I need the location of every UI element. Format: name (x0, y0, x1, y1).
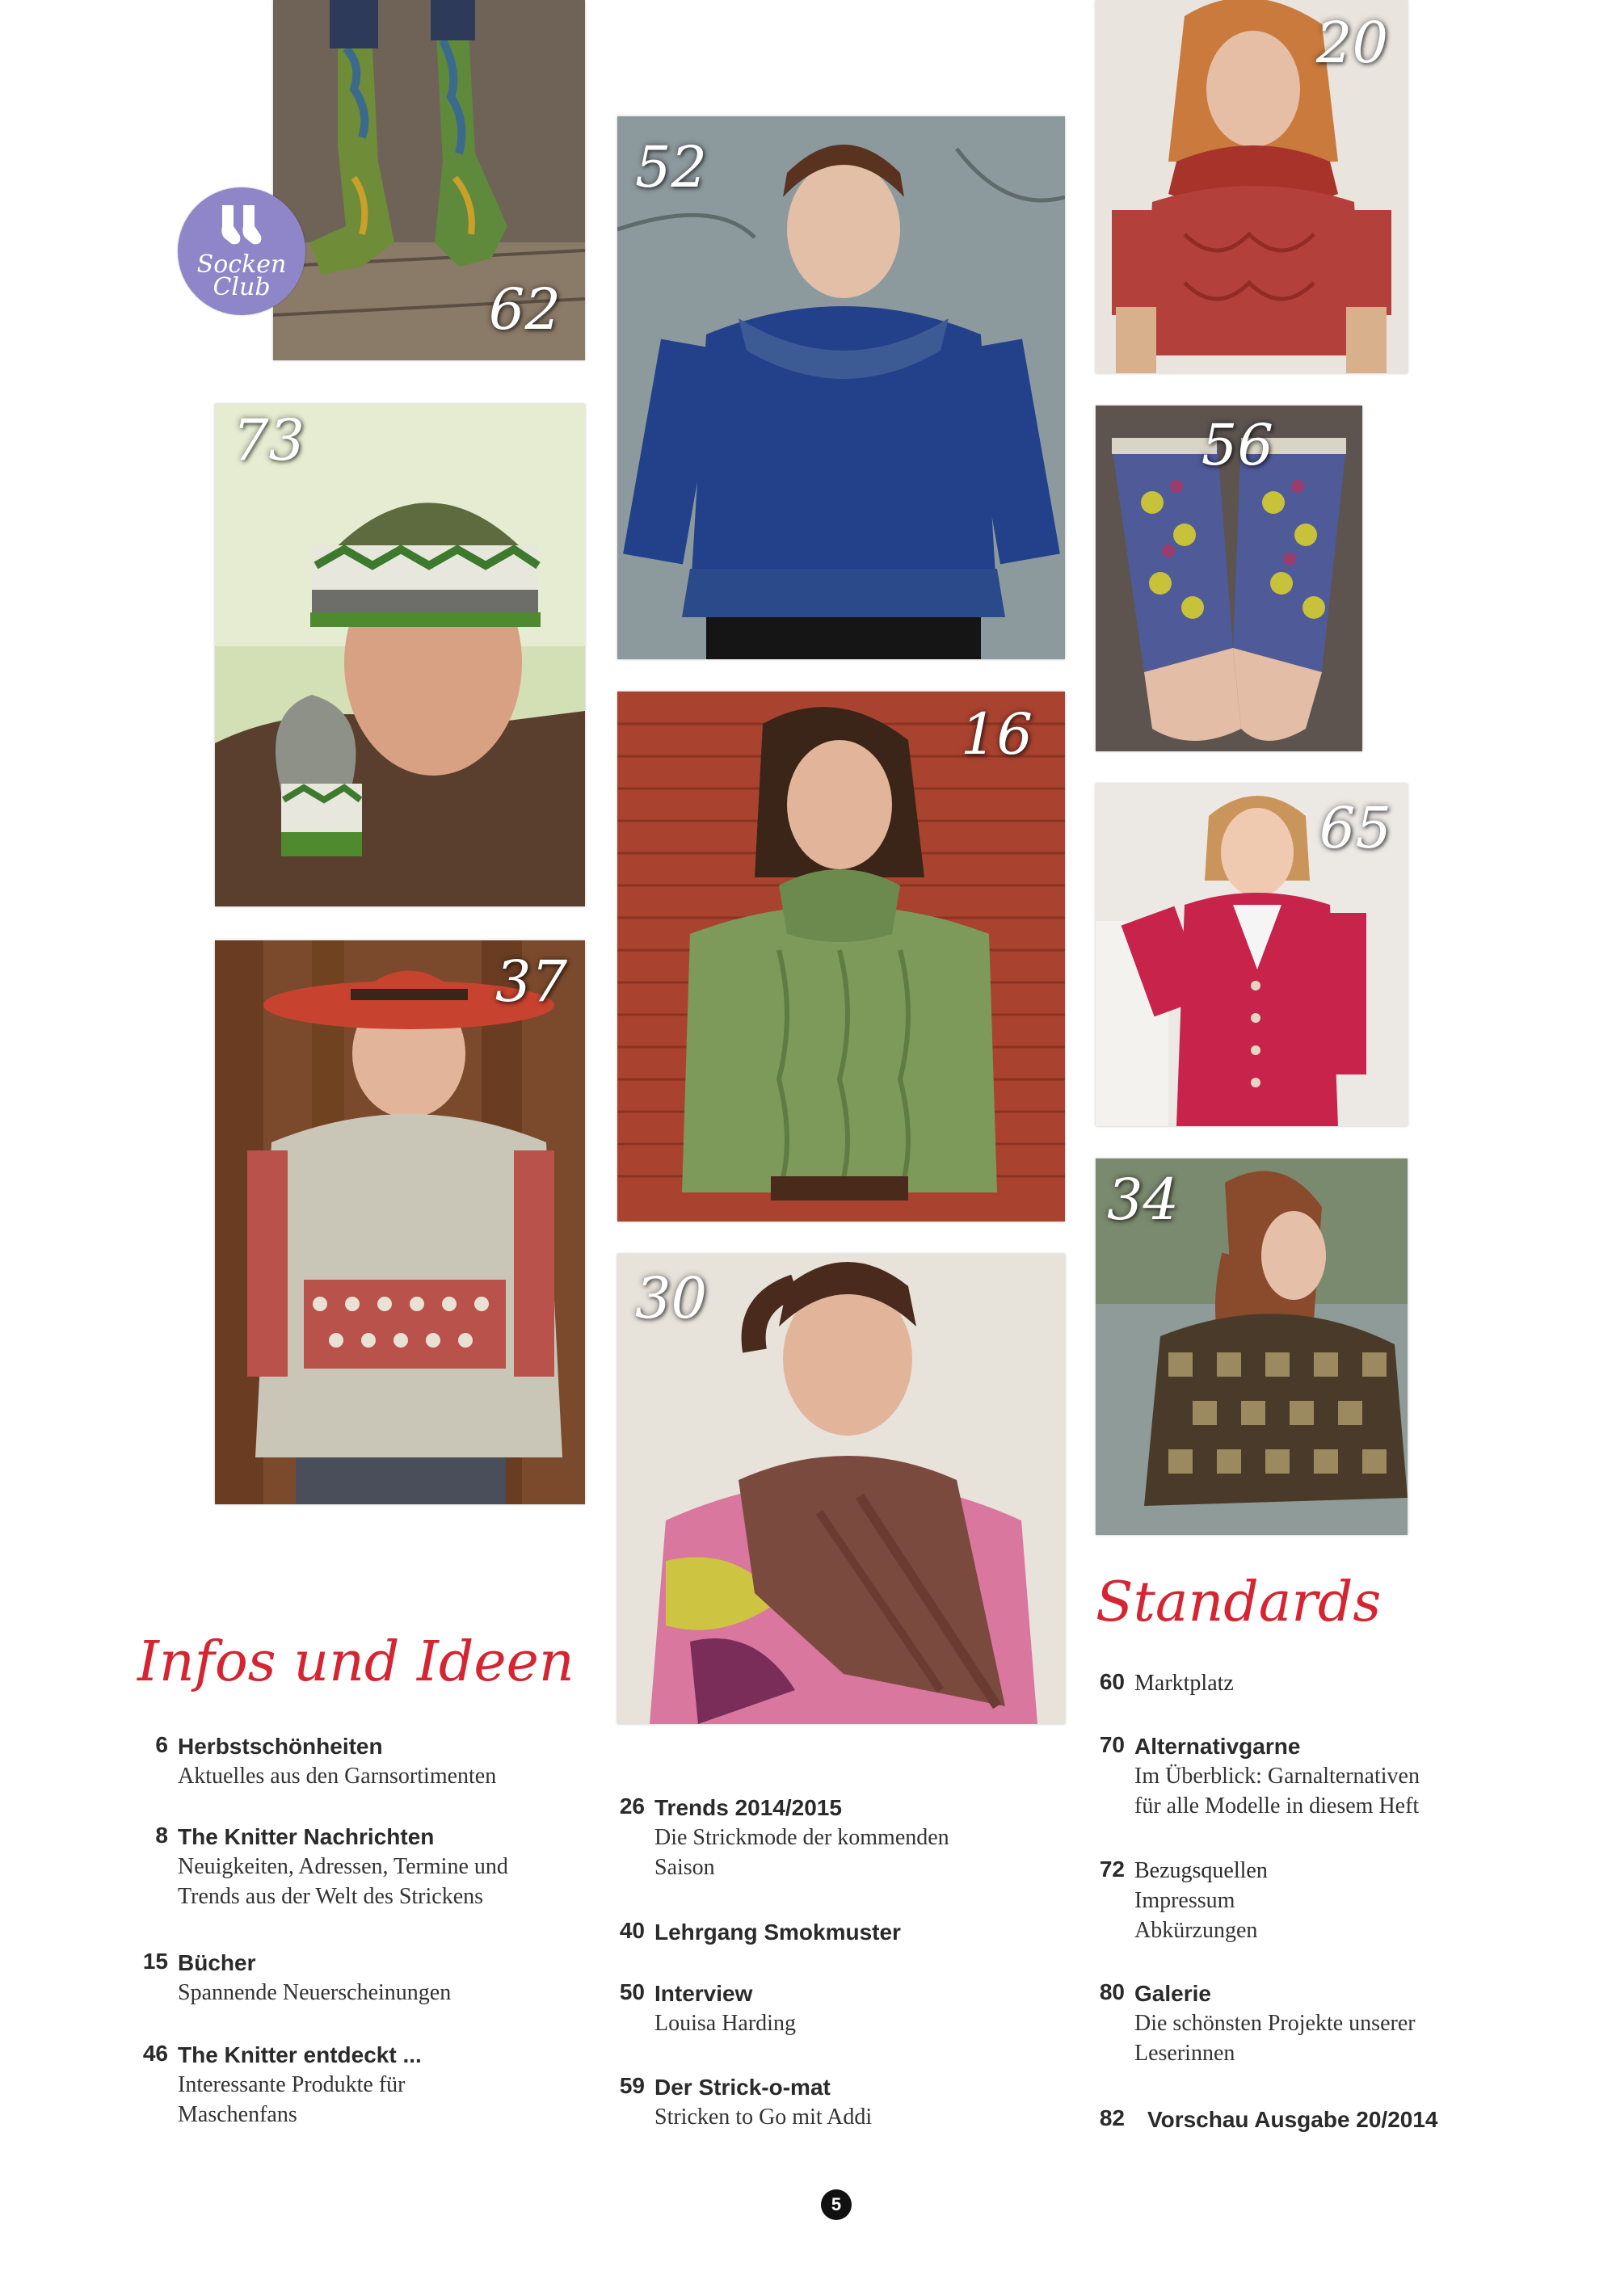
photo-cardigan (1096, 784, 1408, 1126)
photo-redsweater (1096, 0, 1408, 373)
toc-title: The Knitter entdeckt ... (178, 2042, 422, 2067)
toc-page: 40 (619, 1918, 645, 1943)
page-number-20: 20 (1315, 10, 1388, 76)
standards-heading: Standards (1096, 1571, 1382, 1634)
toc-entry-vorschau[interactable] (1099, 2105, 1438, 2134)
photo-hat (215, 404, 585, 906)
toc-title: Galerie (1134, 1981, 1211, 2006)
page-number-52: 52 (635, 134, 708, 200)
toc-title: Alternativgarne (1134, 1734, 1301, 1759)
hat-image (215, 404, 585, 906)
redhat-image (215, 940, 585, 1504)
toc-page: 59 (619, 2073, 645, 2098)
photo-socks (273, 0, 585, 360)
photo-mitts (1096, 406, 1362, 751)
page-number-62: 62 (488, 276, 561, 343)
toc-title: Bücher (178, 1950, 256, 1975)
toc-page: 8 (155, 1823, 168, 1848)
toc-title: Der Strick-o-mat (654, 2075, 831, 2100)
toc-desc: Louisa Harding (654, 2011, 796, 2036)
toc-title: Marktplatz (1134, 1671, 1234, 1696)
toc-page: 72 (1099, 1857, 1125, 1882)
page-number-73: 73 (233, 407, 305, 473)
toc-page: 46 (142, 2041, 168, 2066)
toc-page: 26 (619, 1793, 645, 1819)
toc-desc: Impressum Abkürzungen (1134, 1888, 1258, 1943)
page-number-65: 65 (1319, 795, 1391, 861)
badge-line2: Club (213, 273, 271, 301)
toc-page: 50 (619, 1979, 645, 2004)
greensweater-image (617, 692, 1065, 1222)
toc-page: 6 (155, 1732, 168, 1757)
toc-title: Herbstschönheiten (178, 1734, 383, 1759)
page-number-30: 30 (635, 1265, 708, 1331)
toc-entry-alternativgarne[interactable] (1099, 1732, 1420, 1821)
toc-desc: Aktuelles aus den Garnsortimenten (178, 1764, 497, 1789)
socken-club-badge (178, 187, 305, 315)
photo-bluesweater (617, 116, 1065, 659)
toc-entry-herbstschoenheiten[interactable] (155, 1732, 497, 1791)
socks-icon (216, 202, 267, 249)
toc-page: 15 (142, 1949, 168, 1974)
toc-desc: Stricken to Go mit Addi (654, 2105, 873, 2130)
toc-page: 70 (1099, 1732, 1125, 1757)
toc-entry-interview[interactable] (619, 1979, 796, 2038)
photo-greensweater (617, 692, 1065, 1222)
toc-entry-bezugsquellen[interactable] (1099, 1857, 1268, 1945)
toc-page: 80 (1099, 1979, 1125, 2004)
toc-desc: Die schönsten Projekte unserer Leserinnen (1134, 2011, 1416, 2066)
toc-title: Bezugsquellen (1134, 1858, 1268, 1883)
toc-entry-trends[interactable] (619, 1793, 949, 1882)
photo-redhat (215, 940, 585, 1504)
page-number-34: 34 (1107, 1167, 1180, 1233)
page-number-56: 56 (1201, 412, 1273, 478)
toc-entry-strickomat[interactable] (619, 2073, 873, 2132)
toc-desc: Die Strickmode der kommenden Saison (654, 1825, 949, 1880)
infos-heading: Infos und Ideen (137, 1630, 574, 1694)
toc-entry-entdeckt[interactable] (142, 2041, 422, 2130)
toc-title: Vorschau Ausgabe 20/2014 (1147, 2107, 1438, 2132)
toc-entry-marktplatz[interactable] (1099, 1669, 1234, 1698)
toc-entry-nachrichten[interactable] (155, 1823, 508, 1911)
toc-page: 60 (1099, 1669, 1125, 1694)
photo-scarf (617, 1254, 1065, 1724)
page-number: 5 (821, 2189, 852, 2220)
page-number-16: 16 (960, 701, 1033, 767)
page-number-37: 37 (494, 948, 567, 1015)
toc-title: The Knitter Nachrichten (178, 1824, 435, 1849)
toc-page: 82 (1099, 2105, 1125, 2130)
toc-desc: Neuigkeiten, Adressen, Termine und Trends aus der Welt des Strickens (178, 1854, 508, 1909)
photo-cape (1096, 1159, 1408, 1535)
toc-desc: Im Überblick: Garnalternativen für alle Modelle in diesem Heft (1134, 1764, 1420, 1819)
toc-title: Trends 2014/2015 (654, 1795, 842, 1820)
toc-title: Lehrgang Smokmuster (654, 1920, 901, 1945)
toc-desc: Interessante Produkte für Maschenfans (178, 2072, 406, 2127)
badge-line1: Socken (196, 250, 287, 279)
toc-desc: Spannende Neuerscheinungen (178, 1980, 452, 2005)
toc-entry-lehrgang[interactable] (619, 1918, 901, 1947)
toc-entry-buecher[interactable] (142, 1949, 452, 2008)
toc-entry-galerie[interactable] (1099, 1979, 1416, 2068)
toc-title: Interview (654, 1981, 753, 2006)
